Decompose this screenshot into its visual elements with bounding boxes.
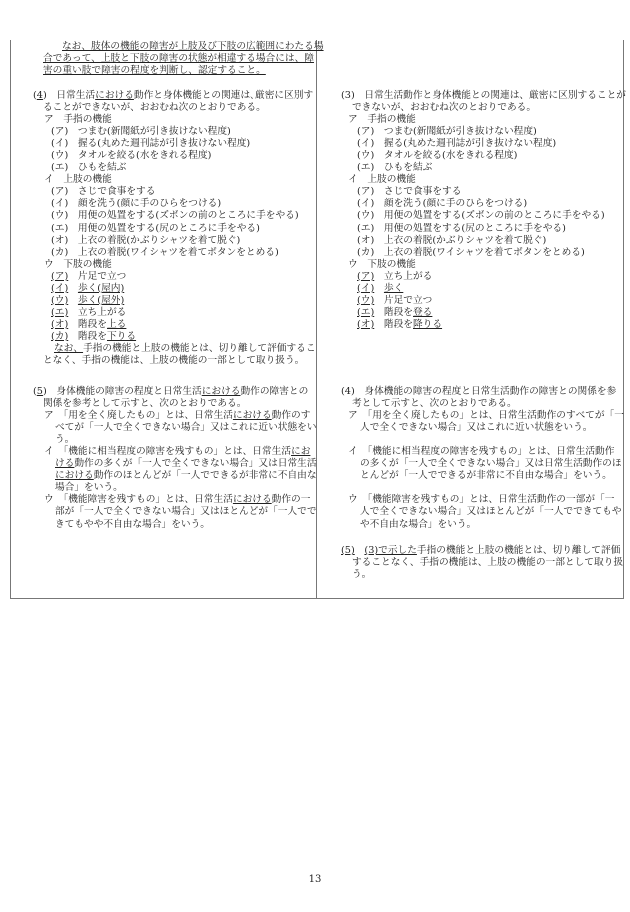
text-segment: 人で全くできない場合」又はほとんどが「一人でできてもや (360, 506, 622, 518)
text-segment: 動作の障害との (240, 386, 309, 397)
text-segment: ア 「用を全く廃したもの」とは、日常生活動作のすべてが「一 (348, 410, 624, 422)
text-line (316, 223, 622, 235)
text-line (316, 319, 622, 331)
text-line (316, 186, 622, 198)
text-segment: ウ 「機能障害を残すもの」とは、日常生活 (44, 494, 233, 506)
text-segment: う。 (55, 434, 75, 446)
text-line (10, 235, 316, 247)
underlined-text: における (95, 90, 134, 101)
text-segment: (エ) 用便の処置をする(尻のところに手をやる) (51, 222, 260, 234)
text-line (316, 271, 622, 283)
text-segment: (イ) 顔を洗う(顔に手のひらをつける) (357, 198, 528, 210)
text-segment: う。 (352, 569, 372, 581)
text-segment: ウ 下肢の機能 (348, 258, 416, 270)
text-line (10, 198, 316, 210)
underlined-text: 歩く(屋内) (77, 282, 125, 294)
underlined-text: 歩く(屋外) (77, 294, 125, 306)
text-line (10, 283, 316, 295)
text-line (316, 198, 622, 210)
text-segment (68, 295, 78, 306)
text-segment: や不自由な場合」をいう。 (360, 518, 477, 530)
blank-line (316, 482, 622, 494)
text-line (316, 174, 622, 186)
left-section-5 (10, 386, 316, 531)
text-segment: (オ) 上衣の着脱(かぶりシャツを着て脱ぐ) (51, 234, 241, 246)
text-line (316, 102, 622, 114)
text-line (316, 150, 622, 162)
text-line (316, 506, 622, 518)
text-segment: ることができないが、おおむね次のとおりである。 (43, 102, 266, 114)
text-line (10, 223, 316, 235)
text-segment: イ 「機能に相当程度の障害を残すもの」とは、日常生活動作 (348, 446, 615, 458)
underlined-text: なお、肢体の機能の障害が上肢及び下肢の広範囲にわたる場 (62, 41, 324, 52)
text-segment: 片足で立つ (374, 294, 433, 306)
text-segment: 動作の多くが「一人で全くできない場合」又は日常生活 (74, 458, 317, 470)
underlined-text: 歩く (383, 282, 404, 294)
text-line (10, 295, 316, 307)
underlined-text: にお (291, 446, 311, 458)
text-segment: ( (33, 90, 37, 101)
underlined-text: における (201, 386, 241, 397)
text-line (316, 114, 622, 126)
text-segment: (ア) つまむ(新聞紙が引き抜けない程度) (357, 126, 537, 138)
underlined-text: (ア) (51, 270, 69, 282)
text-segment: (ア) つまむ(新聞紙が引き抜けない程度) (51, 126, 231, 138)
text-line (316, 458, 622, 470)
underlined-text: 害の重い肢で障害の程度を判断し、認定すること。 (43, 65, 266, 77)
text-line (316, 126, 622, 138)
text-line (316, 422, 622, 434)
underlined-text: (オ) (51, 318, 69, 330)
text-line (10, 186, 316, 198)
left-note (10, 41, 324, 77)
text-segment: ア 手指の機能 (348, 114, 416, 126)
text-line (10, 41, 324, 53)
text-line (316, 545, 622, 557)
blank-line (316, 434, 622, 446)
text-segment: 部が「一人で全くできない場合」又はほとんどが「一人でで (55, 506, 317, 518)
text-segment: 階段を (374, 318, 413, 330)
text-segment: 動作の一 (271, 494, 311, 506)
underlined-text: (ア) (357, 270, 375, 282)
text-line (316, 307, 622, 319)
text-line (316, 210, 622, 222)
text-line (10, 331, 316, 343)
text-segment: (オ) 上衣の着脱(かぶりシャツを着て脱ぐ) (357, 234, 547, 246)
text-segment (355, 545, 365, 556)
text-segment: (エ) ひもを結ぶ (51, 162, 127, 174)
text-line (10, 410, 316, 422)
underlined-text: (エ) (51, 306, 69, 318)
text-line (10, 482, 316, 494)
text-line (10, 355, 316, 367)
text-line (10, 114, 316, 126)
underlined-text: (3)で示した (364, 545, 417, 556)
text-segment: 階段を (374, 306, 413, 318)
underlined-text: (エ) (357, 306, 375, 318)
underlined-text: 4 (36, 90, 43, 101)
left-section-4 (10, 90, 316, 367)
text-segment: とんどが「一人でできるが非常に不自由な場合」をいう。 (360, 470, 612, 482)
text-segment: イ 上肢の機能 (44, 174, 112, 186)
text-segment: (カ) 上衣の着脱(ワイシャツを着てボタンをとめる) (51, 246, 279, 258)
text-segment: ( (33, 386, 37, 397)
text-segment: することなく、手指の機能は、上肢の機能の一部として取り扱 (352, 557, 624, 569)
underlined-text: 合であって、上肢と下肢の障害の状態が相違する場合には、障 (43, 53, 314, 65)
text-segment: ウ 「機能障害を残すもの」とは、日常生活動作の一部が「一 (348, 494, 615, 506)
text-line (10, 138, 316, 150)
text-segment: 考として示すと、次のとおりである。 (352, 398, 517, 410)
text-segment: (イ) 握る(丸めた週刊誌が引き抜けない程度) (357, 138, 557, 150)
underlined-text: 下りる (107, 330, 137, 342)
text-line (316, 398, 622, 410)
text-line (10, 210, 316, 222)
text-line (316, 295, 622, 307)
underlined-text: における (232, 410, 272, 422)
text-line (10, 506, 316, 518)
text-line (10, 386, 316, 398)
text-line (10, 398, 316, 410)
text-line (316, 259, 622, 271)
underlined-text: (5) (341, 545, 355, 556)
text-segment: 立ち上がる (374, 270, 433, 282)
text-line (316, 386, 622, 398)
text-segment: イ 「機能に相当程度の障害を残すもの」とは、日常生活 (44, 446, 292, 458)
underlined-text: 上る (107, 318, 127, 330)
text-line (10, 247, 316, 259)
text-segment: (ア) さじで食事をする (51, 186, 156, 198)
text-segment: きてもやや不自由な場合」をいう。 (55, 518, 210, 530)
text-segment: 階段を (68, 330, 107, 342)
underlined-text: (ウ) (357, 294, 375, 306)
text-line (10, 126, 316, 138)
text-line (316, 283, 622, 295)
text-line (10, 174, 316, 186)
text-segment: 動作と身体機能との関連は､厳密に区別す (133, 90, 314, 101)
text-segment: (イ) 握る(丸めた週刊誌が引き抜けない程度) (51, 138, 251, 150)
text-segment: 立ち上がる (68, 306, 127, 318)
text-segment: (4) 身体機能の障害の程度と日常生活動作の障害との関係を参 (341, 386, 617, 397)
right-section-3 (316, 90, 626, 331)
underlined-text: 登る (413, 306, 433, 318)
text-segment: (ア) さじで食事をする (357, 186, 462, 198)
text-line (10, 319, 316, 331)
text-segment: ア 「用を全く廃したもの」とは、日常生活 (44, 410, 233, 422)
text-line (10, 434, 316, 446)
underlined-text: (イ) (51, 282, 69, 294)
text-segment: (カ) 上衣の着脱(ワイシャツを着てボタンをとめる) (357, 246, 585, 258)
text-segment: ) 日常生活 (42, 90, 96, 101)
text-segment: の多くが「一人で全くできない場合」又は日常生活動作のほ (360, 458, 622, 470)
text-line (10, 53, 316, 65)
underlined-text: (ウ) (51, 294, 69, 306)
text-line (10, 162, 316, 174)
text-line (10, 422, 316, 434)
text-line (10, 446, 316, 458)
underlined-text: (カ) (51, 330, 69, 342)
text-segment: 人で全くできない場合」又はこれに近い状態をいう。 (360, 422, 593, 434)
text-segment: 階段を (68, 318, 107, 330)
text-line (316, 138, 622, 150)
text-segment: できないが、おおむね次のとおりである。 (352, 102, 537, 114)
underlined-text: なお、 (54, 342, 84, 354)
text-line (316, 519, 622, 531)
underlined-text: (イ) (357, 282, 375, 294)
text-line (316, 410, 622, 422)
text-segment: (エ) ひもを結ぶ (357, 162, 433, 174)
right-section-5-note (316, 545, 622, 581)
text-line (10, 343, 316, 355)
text-segment: 動作のほとんどが「一人でできるが非常に不自由な (93, 470, 317, 482)
text-segment: (イ) 顔を洗う(顔に手のひらをつける) (51, 198, 222, 210)
text-segment: 手指の機能と上肢の機能とは、切り離して評価 (416, 545, 621, 556)
text-line (10, 307, 316, 319)
text-segment: 手指の機能と上肢の機能とは、切り離して評価するこ (83, 342, 316, 354)
right-section-5 (316, 386, 622, 531)
text-segment: べてが「一人で全くできない場合」又はこれに近い状態をい (55, 422, 317, 434)
text-segment (374, 283, 384, 294)
text-segment (68, 283, 78, 294)
text-segment: (ウ) 用便の処置をする(ズボンの前のところに手をやる) (357, 210, 605, 222)
text-segment: となく、手指の機能は、上肢の機能の一部として取り扱う。 (43, 355, 305, 367)
text-line (316, 494, 622, 506)
text-segment: 片足で立つ (68, 270, 127, 282)
page-number: 13 (308, 874, 322, 885)
text-segment: (エ) 用便の処置をする(尻のところに手をやる) (357, 222, 566, 234)
text-segment: ) 身体機能の障害の程度と日常生活 (42, 386, 202, 397)
underlined-text: ける (55, 458, 75, 470)
text-line (316, 235, 622, 247)
underlined-text: における (232, 494, 272, 506)
text-line (316, 247, 622, 259)
text-line (316, 557, 622, 569)
text-segment: イ 上肢の機能 (348, 174, 416, 186)
text-segment: (ウ) 用便の処置をする(ズボンの前のところに手をやる) (51, 210, 299, 222)
text-line (10, 259, 316, 271)
text-line (316, 162, 622, 174)
text-segment: ウ 下肢の機能 (44, 258, 112, 270)
text-line (316, 446, 622, 458)
underlined-text: (オ) (357, 318, 375, 330)
text-segment: 場合」をいう。 (55, 482, 123, 494)
text-line (10, 65, 316, 77)
text-line (10, 494, 316, 506)
underlined-text: における (55, 470, 94, 482)
text-line (316, 470, 622, 482)
text-segment: 関係を参考として示すと、次のとおりである。 (43, 398, 247, 410)
text-segment: 動作のす (271, 410, 311, 422)
text-segment: ア 手指の機能 (44, 114, 112, 126)
text-segment: (ウ) タオルを絞る(水をきれる程度) (357, 150, 518, 162)
text-line (10, 271, 316, 283)
text-line (316, 569, 622, 581)
text-line (10, 470, 316, 482)
underlined-text: 降りる (413, 318, 443, 330)
text-line (10, 102, 316, 114)
text-line (10, 458, 316, 470)
text-line (316, 90, 626, 102)
text-line (10, 90, 316, 102)
text-line (10, 519, 316, 531)
underlined-text: 5 (36, 386, 43, 397)
text-segment: (3) 日常生活動作と身体機能との関連は、厳密に区別することが (341, 90, 626, 101)
text-line (10, 150, 316, 162)
text-segment: (ウ) タオルを絞る(水をきれる程度) (51, 150, 212, 162)
